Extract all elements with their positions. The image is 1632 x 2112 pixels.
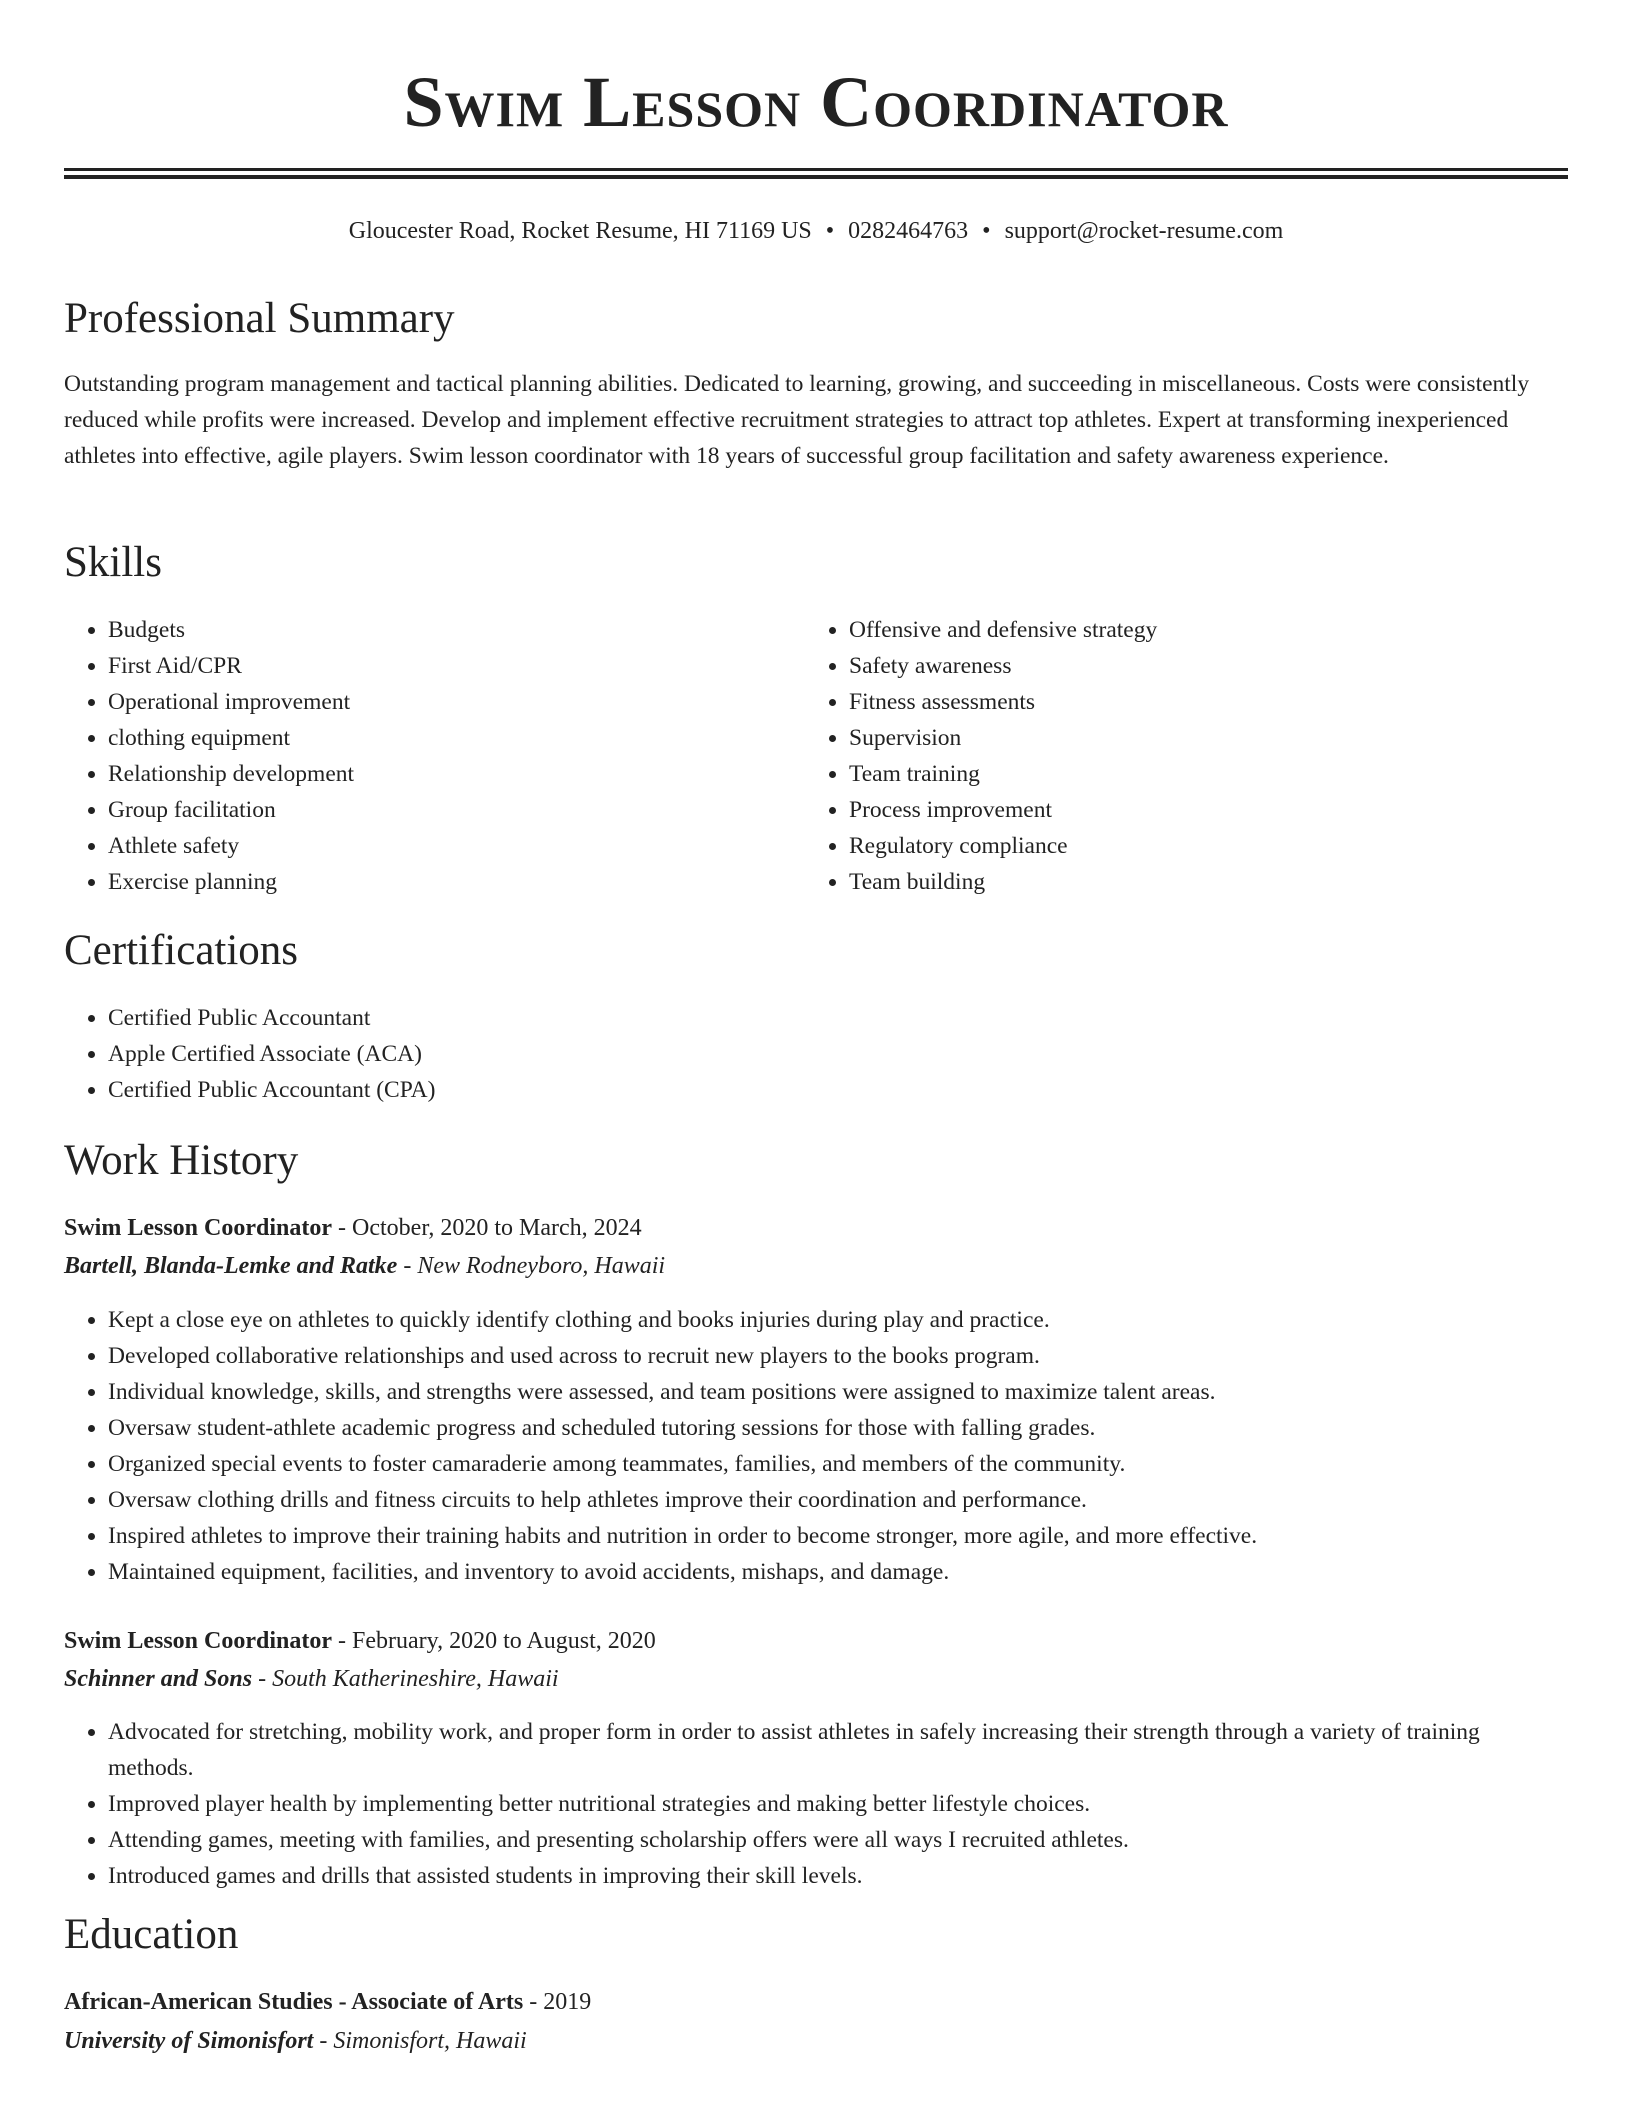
section-title-education: Education — [64, 1911, 239, 1958]
job-duties-list — [64, 1714, 1568, 1894]
education-year: 2019 — [543, 1989, 592, 2015]
header-rule-bottom — [64, 175, 1568, 179]
contact-line — [64, 216, 1568, 246]
employer-name: Bartell, Blanda-Lemke and Ratke — [64, 1253, 398, 1279]
skills-column-right — [805, 612, 1545, 900]
job-duty-item: • Organized special events to foster camaraderie among teammates, families, and members of the community. — [108, 1446, 1568, 1482]
skill-item: • First Aid/CPR — [108, 648, 804, 684]
candidate-name: Swim Lesson Coordinator — [403, 62, 1229, 142]
header-rule-top — [64, 168, 1568, 171]
employer-location: South Katherineshire, Hawaii — [272, 1666, 559, 1692]
skill-item: • Group facilitation — [108, 792, 804, 828]
education-school-line: University of Simonisfort - Simonisfort, Hawaii — [64, 2028, 527, 2054]
skill-item: • Team training — [849, 756, 1545, 792]
skill-item: • Process improvement — [849, 792, 1545, 828]
job-duty-item: • Improved player health by implementing better nutritional strategies and making better lifestyle choices. — [108, 1786, 1568, 1822]
contact-address: Gloucester Road, Rocket Resume, HI 71169 US — [348, 218, 812, 244]
certification-item: • Apple Certified Associate (ACA) — [108, 1036, 1568, 1072]
job-duty-item: • Oversaw clothing drills and fitness circuits to help athletes improve their coordination and performance. — [108, 1482, 1568, 1518]
contact-separator: • — [825, 218, 835, 244]
job-title-line: Swim Lesson Coordinator - October, 2020 to March, 2024 — [64, 1215, 642, 1241]
skill-item: • Exercise planning — [108, 864, 804, 900]
job-duty-item: • Oversaw student-athlete academic progress and scheduled tutoring sessions for those with falling grades. — [108, 1410, 1568, 1446]
contact-separator: • — [982, 218, 991, 244]
skill-item: • Offensive and defensive strategy — [849, 612, 1545, 648]
job-duty-item: • Inspired athletes to improve their training habits and nutrition in order to become stronger, more agile, and more effective. — [108, 1518, 1568, 1554]
skill-item: • Athlete safety — [108, 828, 804, 864]
certification-item: • Certified Public Accountant — [108, 1000, 1568, 1036]
skill-item: • Relationship development — [108, 756, 804, 792]
skill-item: • Fitness assessments — [849, 684, 1545, 720]
job-duty-item: • Advocated for stretching, mobility work, and proper form in order to assist athletes in safely increasing their strength through a variety of training methods. — [108, 1714, 1568, 1786]
job-duty-item: • Maintained equipment, facilities, and inventory to avoid accidents, mishaps, and damage. — [108, 1554, 1568, 1590]
job-title-line: Swim Lesson Coordinator - February, 2020 to August, 2020 — [64, 1628, 656, 1654]
employer-location: New Rodneyboro, Hawaii — [417, 1253, 666, 1279]
skill-item: • Team building — [849, 864, 1545, 900]
section-title-skills: Skills — [64, 539, 162, 586]
job-duty-item: • Individual knowledge, skills, and strengths were assessed, and team positions were assigned to maximize talent areas. — [108, 1374, 1568, 1410]
education-school: University of Simonisfort — [64, 2028, 314, 2054]
summary-text: Outstanding program management and tactical planning abilities. Dedicated to learning, growing, and succeeding in miscellaneous. Costs were consistently reduced while profits were increased. Develop and implement effective recruitment strategies to attract top athletes. Expert at transforming inexperienced athletes into effective, agile players. Swim lesson coordinator with 18 years of successful group facilitation and safety awareness experience. — [64, 371, 1530, 469]
skill-item: • Operational improvement — [108, 684, 804, 720]
employer-line: Schinner and Sons - South Katherineshire, Hawaii — [64, 1666, 559, 1692]
employer-name: Schinner and Sons — [64, 1666, 253, 1692]
contact-phone: 0282464763 — [848, 218, 969, 244]
job-duty-item: • Attending games, meeting with families, and presenting scholarship offers were all ways I recruited athletes. — [108, 1822, 1568, 1858]
section-title-summary: Professional Summary — [64, 295, 455, 342]
job-duty-item: • Introduced games and drills that assisted students in improving their skill levels. — [108, 1858, 1568, 1894]
skill-item: • Safety awareness — [849, 648, 1545, 684]
certifications-list — [64, 1000, 1568, 1108]
section-title-certifications: Certifications — [64, 927, 299, 974]
skill-item: • Budgets — [108, 612, 804, 648]
job-duty-item: • Developed collaborative relationships and used across to recruit new players to the books program. — [108, 1338, 1568, 1374]
education-location: Simonisfort, Hawaii — [333, 2028, 527, 2054]
job-duty-item: • Kept a close eye on athletes to quickly identify clothing and books injuries during play and practice. — [108, 1302, 1568, 1338]
certification-item: • Certified Public Accountant (CPA) — [108, 1072, 1568, 1108]
job-role: Swim Lesson Coordinator — [64, 1215, 333, 1241]
skill-item: • Regulatory compliance — [849, 828, 1545, 864]
skills-column-left — [64, 612, 804, 900]
job-dates: October, 2020 to March, 2024 — [352, 1215, 642, 1241]
employer-line: Bartell, Blanda-Lemke and Ratke - New Rodneyboro, Hawaii — [64, 1253, 666, 1279]
job-duties-list — [64, 1302, 1568, 1590]
skill-item: • clothing equipment — [108, 720, 804, 756]
education-degree-line: African-American Studies - Associate of Arts - 2019 — [64, 1989, 592, 2015]
job-dates: February, 2020 to August, 2020 — [352, 1628, 656, 1654]
education-degree: African-American Studies - Associate of Arts — [64, 1989, 524, 2015]
job-role: Swim Lesson Coordinator — [64, 1628, 333, 1654]
section-title-work-history: Work History — [64, 1137, 299, 1184]
skill-item: • Supervision — [849, 720, 1545, 756]
contact-email: support@rocket-resume.com — [1004, 218, 1284, 244]
